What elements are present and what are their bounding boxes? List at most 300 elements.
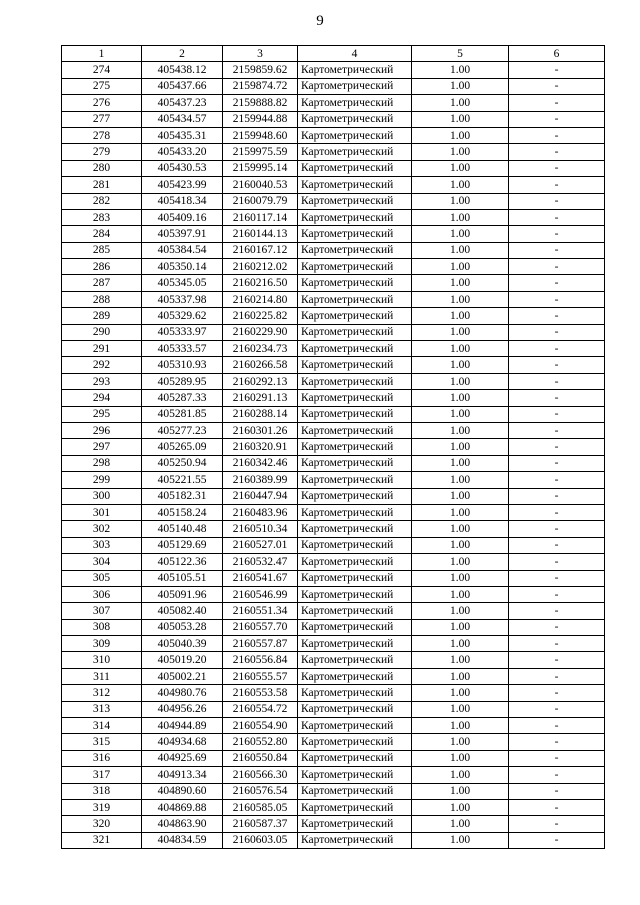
table-cell: Картометрический	[298, 341, 412, 357]
table-row	[62, 636, 605, 652]
table-row	[62, 177, 605, 193]
table-cell: 310	[62, 652, 142, 668]
table-cell: 1.00	[412, 488, 509, 504]
table-cell: 298	[62, 455, 142, 471]
table-cell: -	[509, 259, 605, 275]
table-cell: Картометрический	[298, 586, 412, 602]
table-cell: 2160291.13	[223, 390, 298, 406]
table-cell: 289	[62, 308, 142, 324]
column-header: 1	[62, 46, 142, 62]
table-row	[62, 783, 605, 799]
table-cell: 405122.36	[142, 554, 223, 570]
table-cell: 302	[62, 521, 142, 537]
table-row	[62, 701, 605, 717]
table-cell: 1.00	[412, 226, 509, 242]
table-cell: 1.00	[412, 521, 509, 537]
table-cell: Картометрический	[298, 570, 412, 586]
table-cell: 2160510.34	[223, 521, 298, 537]
table-cell: -	[509, 488, 605, 504]
table-cell: -	[509, 291, 605, 307]
table-cell: 2160266.58	[223, 357, 298, 373]
table-cell: 311	[62, 668, 142, 684]
table-cell: -	[509, 652, 605, 668]
table-cell: -	[509, 816, 605, 832]
table-cell: 1.00	[412, 324, 509, 340]
table-cell: -	[509, 750, 605, 766]
table-cell: -	[509, 406, 605, 422]
table-cell: 1.00	[412, 275, 509, 291]
table-cell: 1.00	[412, 373, 509, 389]
table-cell: Картометрический	[298, 504, 412, 520]
table-cell: 405310.93	[142, 357, 223, 373]
table-row	[62, 390, 605, 406]
table-row	[62, 668, 605, 684]
table-row	[62, 488, 605, 504]
table-cell: 319	[62, 799, 142, 815]
table-cell: 284	[62, 226, 142, 242]
table-cell: 1.00	[412, 455, 509, 471]
table-cell: Картометрический	[298, 718, 412, 734]
table-cell: Картометрический	[298, 95, 412, 111]
table-cell: 1.00	[412, 291, 509, 307]
table-cell: 404863.90	[142, 816, 223, 832]
table-cell: 2159995.14	[223, 160, 298, 176]
table-cell: 2160212.02	[223, 259, 298, 275]
table-cell: Картометрический	[298, 111, 412, 127]
table-cell: 290	[62, 324, 142, 340]
table-row	[62, 291, 605, 307]
table-row	[62, 685, 605, 701]
table-cell: Картометрический	[298, 259, 412, 275]
table-cell: 1.00	[412, 439, 509, 455]
table-cell: 277	[62, 111, 142, 127]
table-cell: Картометрический	[298, 685, 412, 701]
table-cell: 2160342.46	[223, 455, 298, 471]
table-cell: 276	[62, 95, 142, 111]
table-cell: Картометрический	[298, 619, 412, 635]
table-row	[62, 127, 605, 143]
table-cell: 2159859.62	[223, 62, 298, 78]
table-cell: 278	[62, 127, 142, 143]
table-cell: 315	[62, 734, 142, 750]
table-cell: 405350.14	[142, 259, 223, 275]
table-cell: 314	[62, 718, 142, 734]
table-row	[62, 799, 605, 815]
table-row	[62, 341, 605, 357]
table-cell: -	[509, 504, 605, 520]
table-cell: -	[509, 767, 605, 783]
table-cell: 2159944.88	[223, 111, 298, 127]
table-cell: -	[509, 127, 605, 143]
table-cell: -	[509, 226, 605, 242]
table-cell: 312	[62, 685, 142, 701]
table-cell: 308	[62, 619, 142, 635]
table-cell: 2160292.13	[223, 373, 298, 389]
table-cell: 2160527.01	[223, 537, 298, 553]
table-cell: 2159948.60	[223, 127, 298, 143]
table-cell: 285	[62, 242, 142, 258]
table-cell: Картометрический	[298, 767, 412, 783]
table-cell: 307	[62, 603, 142, 619]
table-cell: Картометрический	[298, 783, 412, 799]
table-cell: -	[509, 242, 605, 258]
table-cell: 2160555.57	[223, 668, 298, 684]
table-cell: 306	[62, 586, 142, 602]
table-row	[62, 111, 605, 127]
table-cell: -	[509, 537, 605, 553]
table-cell: 1.00	[412, 504, 509, 520]
table-cell: 405418.34	[142, 193, 223, 209]
table-row	[62, 439, 605, 455]
table-cell: 2160546.99	[223, 586, 298, 602]
table-cell: 2160541.67	[223, 570, 298, 586]
table-cell: 304	[62, 554, 142, 570]
table-cell: 2160603.05	[223, 832, 298, 848]
table-cell: Картометрический	[298, 177, 412, 193]
table-cell: -	[509, 832, 605, 848]
table-cell: 1.00	[412, 308, 509, 324]
table-cell: Картометрический	[298, 750, 412, 766]
table-cell: 2160225.82	[223, 308, 298, 324]
table-cell: -	[509, 783, 605, 799]
table-cell: 301	[62, 504, 142, 520]
table-cell: 1.00	[412, 242, 509, 258]
table-cell: 313	[62, 701, 142, 717]
table-cell: Картометрический	[298, 357, 412, 373]
table-cell: -	[509, 78, 605, 94]
table-cell: 404913.34	[142, 767, 223, 783]
table-row	[62, 603, 605, 619]
table-row	[62, 652, 605, 668]
table-row	[62, 734, 605, 750]
table-cell: 404956.26	[142, 701, 223, 717]
table-cell: 1.00	[412, 734, 509, 750]
table-cell: 295	[62, 406, 142, 422]
column-header: 2	[142, 46, 223, 62]
table-cell: 405435.31	[142, 127, 223, 143]
table-cell: 2160551.34	[223, 603, 298, 619]
table-cell: 2159975.59	[223, 144, 298, 160]
table-row	[62, 422, 605, 438]
table-cell: 405329.62	[142, 308, 223, 324]
table-cell: -	[509, 357, 605, 373]
table-cell: 405002.21	[142, 668, 223, 684]
table-row	[62, 537, 605, 553]
table-cell: 316	[62, 750, 142, 766]
table-cell: 405423.99	[142, 177, 223, 193]
table-cell: 2160079.79	[223, 193, 298, 209]
table-cell: Картометрический	[298, 209, 412, 225]
table-cell: 2160320.91	[223, 439, 298, 455]
table-cell: 1.00	[412, 537, 509, 553]
table-cell: 1.00	[412, 636, 509, 652]
table-row	[62, 259, 605, 275]
table-cell: 293	[62, 373, 142, 389]
table-row	[62, 750, 605, 766]
table-cell: -	[509, 177, 605, 193]
table-cell: 321	[62, 832, 142, 848]
table-cell: 2160557.87	[223, 636, 298, 652]
table-cell: 1.00	[412, 783, 509, 799]
table-cell: 291	[62, 341, 142, 357]
table-cell: -	[509, 341, 605, 357]
table-cell: Картометрический	[298, 816, 412, 832]
table-cell: 275	[62, 78, 142, 94]
table-cell: 2160216.50	[223, 275, 298, 291]
table-cell: -	[509, 603, 605, 619]
table-cell: 405040.39	[142, 636, 223, 652]
table-row	[62, 308, 605, 324]
table-cell: 283	[62, 209, 142, 225]
coordinates-table	[61, 45, 605, 849]
table-cell: 2160550.84	[223, 750, 298, 766]
table-cell: 1.00	[412, 685, 509, 701]
table-cell: 1.00	[412, 750, 509, 766]
table-cell: 2160167.12	[223, 242, 298, 258]
table-cell: Картометрический	[298, 160, 412, 176]
table-row	[62, 570, 605, 586]
table-cell: 1.00	[412, 832, 509, 848]
table-cell: 1.00	[412, 603, 509, 619]
table-cell: 405053.28	[142, 619, 223, 635]
table-row	[62, 62, 605, 78]
table-cell: -	[509, 668, 605, 684]
table-cell: -	[509, 455, 605, 471]
table-cell: 405158.24	[142, 504, 223, 520]
table-cell: Картометрический	[298, 636, 412, 652]
table-cell: 1.00	[412, 668, 509, 684]
table-cell: 405281.85	[142, 406, 223, 422]
table-cell: 405430.53	[142, 160, 223, 176]
table-cell: Картометрический	[298, 275, 412, 291]
table-cell: Картометрический	[298, 799, 412, 815]
table-cell: 1.00	[412, 341, 509, 357]
table-cell: -	[509, 111, 605, 127]
table-cell: 279	[62, 144, 142, 160]
table-row	[62, 95, 605, 111]
table-cell: Картометрический	[298, 832, 412, 848]
table-cell: -	[509, 570, 605, 586]
table-cell: 305	[62, 570, 142, 586]
table-row	[62, 619, 605, 635]
table-cell: 1.00	[412, 718, 509, 734]
table-cell: 405221.55	[142, 472, 223, 488]
table-cell: 2160117.14	[223, 209, 298, 225]
table-cell: -	[509, 718, 605, 734]
table-row	[62, 832, 605, 848]
table-cell: 2160557.70	[223, 619, 298, 635]
table-cell: Картометрический	[298, 193, 412, 209]
table-cell: 2160040.53	[223, 177, 298, 193]
table-cell: -	[509, 275, 605, 291]
table-cell: 1.00	[412, 586, 509, 602]
table-cell: 1.00	[412, 701, 509, 717]
table-cell: 282	[62, 193, 142, 209]
table-cell: 1.00	[412, 570, 509, 586]
table-cell: 405265.09	[142, 439, 223, 455]
table-row	[62, 78, 605, 94]
table-row	[62, 226, 605, 242]
table-cell: 1.00	[412, 767, 509, 783]
table-cell: -	[509, 799, 605, 815]
table-row	[62, 472, 605, 488]
table-row	[62, 455, 605, 471]
table-cell: 2160585.05	[223, 799, 298, 815]
table-cell: 1.00	[412, 62, 509, 78]
table-cell: 405438.12	[142, 62, 223, 78]
table-cell: Картометрический	[298, 701, 412, 717]
table-cell: -	[509, 734, 605, 750]
table-cell: Картометрический	[298, 668, 412, 684]
table-cell: 405384.54	[142, 242, 223, 258]
table-cell: 405437.23	[142, 95, 223, 111]
table-cell: -	[509, 62, 605, 78]
table-cell: 1.00	[412, 193, 509, 209]
table-cell: 320	[62, 816, 142, 832]
table-cell: 2160447.94	[223, 488, 298, 504]
table-cell: 1.00	[412, 816, 509, 832]
table-cell: 2160144.13	[223, 226, 298, 242]
table-cell: 2160554.72	[223, 701, 298, 717]
table-cell: 404934.68	[142, 734, 223, 750]
table-cell: 2160554.90	[223, 718, 298, 734]
table-cell: 405140.48	[142, 521, 223, 537]
table-cell: Картометрический	[298, 734, 412, 750]
table-cell: 2160552.80	[223, 734, 298, 750]
table-cell: 1.00	[412, 390, 509, 406]
table-cell: Картометрический	[298, 455, 412, 471]
table-cell: 2159888.82	[223, 95, 298, 111]
table-cell: -	[509, 373, 605, 389]
table-row	[62, 275, 605, 291]
table-cell: 405105.51	[142, 570, 223, 586]
table-cell: 1.00	[412, 160, 509, 176]
table-row	[62, 816, 605, 832]
table-cell: Картометрический	[298, 373, 412, 389]
table-row	[62, 209, 605, 225]
table-row	[62, 406, 605, 422]
table-cell: 405397.91	[142, 226, 223, 242]
table-cell: Картометрический	[298, 62, 412, 78]
table-cell: 405333.97	[142, 324, 223, 340]
table-cell: 2160301.26	[223, 422, 298, 438]
table-cell: -	[509, 390, 605, 406]
table-row	[62, 357, 605, 373]
table-cell: 1.00	[412, 209, 509, 225]
table-cell: 287	[62, 275, 142, 291]
table-cell: Картометрический	[298, 439, 412, 455]
table-cell: -	[509, 193, 605, 209]
table-cell: 1.00	[412, 472, 509, 488]
table-cell: 309	[62, 636, 142, 652]
table-cell: -	[509, 701, 605, 717]
table-cell: 303	[62, 537, 142, 553]
table-cell: 296	[62, 422, 142, 438]
column-header: 5	[412, 46, 509, 62]
table-cell: 1.00	[412, 422, 509, 438]
table-cell: Картометрический	[298, 308, 412, 324]
table-cell: 318	[62, 783, 142, 799]
table-cell: 404834.59	[142, 832, 223, 848]
table-cell: 405082.40	[142, 603, 223, 619]
table-cell: 297	[62, 439, 142, 455]
table-cell: 2160532.47	[223, 554, 298, 570]
table-cell: 405277.23	[142, 422, 223, 438]
table-cell: 1.00	[412, 95, 509, 111]
table-cell: -	[509, 472, 605, 488]
table-cell: Картометрический	[298, 422, 412, 438]
table-cell: -	[509, 636, 605, 652]
table-cell: 280	[62, 160, 142, 176]
table-row	[62, 504, 605, 520]
table-cell: 405409.16	[142, 209, 223, 225]
table-row	[62, 718, 605, 734]
table-cell: -	[509, 619, 605, 635]
table-cell: 405434.57	[142, 111, 223, 127]
table-cell: 1.00	[412, 357, 509, 373]
table-cell: Картометрический	[298, 127, 412, 143]
table-row	[62, 160, 605, 176]
table-cell: 1.00	[412, 406, 509, 422]
table-cell: 2160556.84	[223, 652, 298, 668]
table-cell: 300	[62, 488, 142, 504]
table-cell: 292	[62, 357, 142, 373]
table-cell: 274	[62, 62, 142, 78]
table-cell: -	[509, 209, 605, 225]
table-cell: 404925.69	[142, 750, 223, 766]
table-cell: 404944.89	[142, 718, 223, 734]
table-row	[62, 242, 605, 258]
table-cell: -	[509, 521, 605, 537]
table-cell: -	[509, 422, 605, 438]
table-cell: 2160576.54	[223, 783, 298, 799]
table-cell: -	[509, 554, 605, 570]
table-cell: 299	[62, 472, 142, 488]
table-cell: 2160553.58	[223, 685, 298, 701]
table-cell: -	[509, 439, 605, 455]
table-cell: Картометрический	[298, 521, 412, 537]
table-cell: 405182.31	[142, 488, 223, 504]
table-cell: 2160389.99	[223, 472, 298, 488]
table-cell: -	[509, 586, 605, 602]
table-cell: 405333.57	[142, 341, 223, 357]
table-cell: Картометрический	[298, 390, 412, 406]
table-cell: 404890.60	[142, 783, 223, 799]
table-cell: Картометрический	[298, 144, 412, 160]
table-cell: 405019.20	[142, 652, 223, 668]
column-header: 6	[509, 46, 605, 62]
table-cell: 281	[62, 177, 142, 193]
table-cell: Картометрический	[298, 537, 412, 553]
table-row	[62, 324, 605, 340]
table-cell: 405345.05	[142, 275, 223, 291]
table-cell: 317	[62, 767, 142, 783]
table-cell: 405250.94	[142, 455, 223, 471]
table-row	[62, 554, 605, 570]
table-cell: -	[509, 95, 605, 111]
page-number: 9	[316, 13, 324, 29]
table-cell: 286	[62, 259, 142, 275]
table-cell: Картометрический	[298, 554, 412, 570]
table-row	[62, 193, 605, 209]
table-row	[62, 144, 605, 160]
table-header-row	[62, 46, 605, 62]
table-cell: Картометрический	[298, 78, 412, 94]
table-cell: Картометрический	[298, 472, 412, 488]
table-cell: 404869.88	[142, 799, 223, 815]
table-cell: 1.00	[412, 799, 509, 815]
table-cell: 1.00	[412, 177, 509, 193]
